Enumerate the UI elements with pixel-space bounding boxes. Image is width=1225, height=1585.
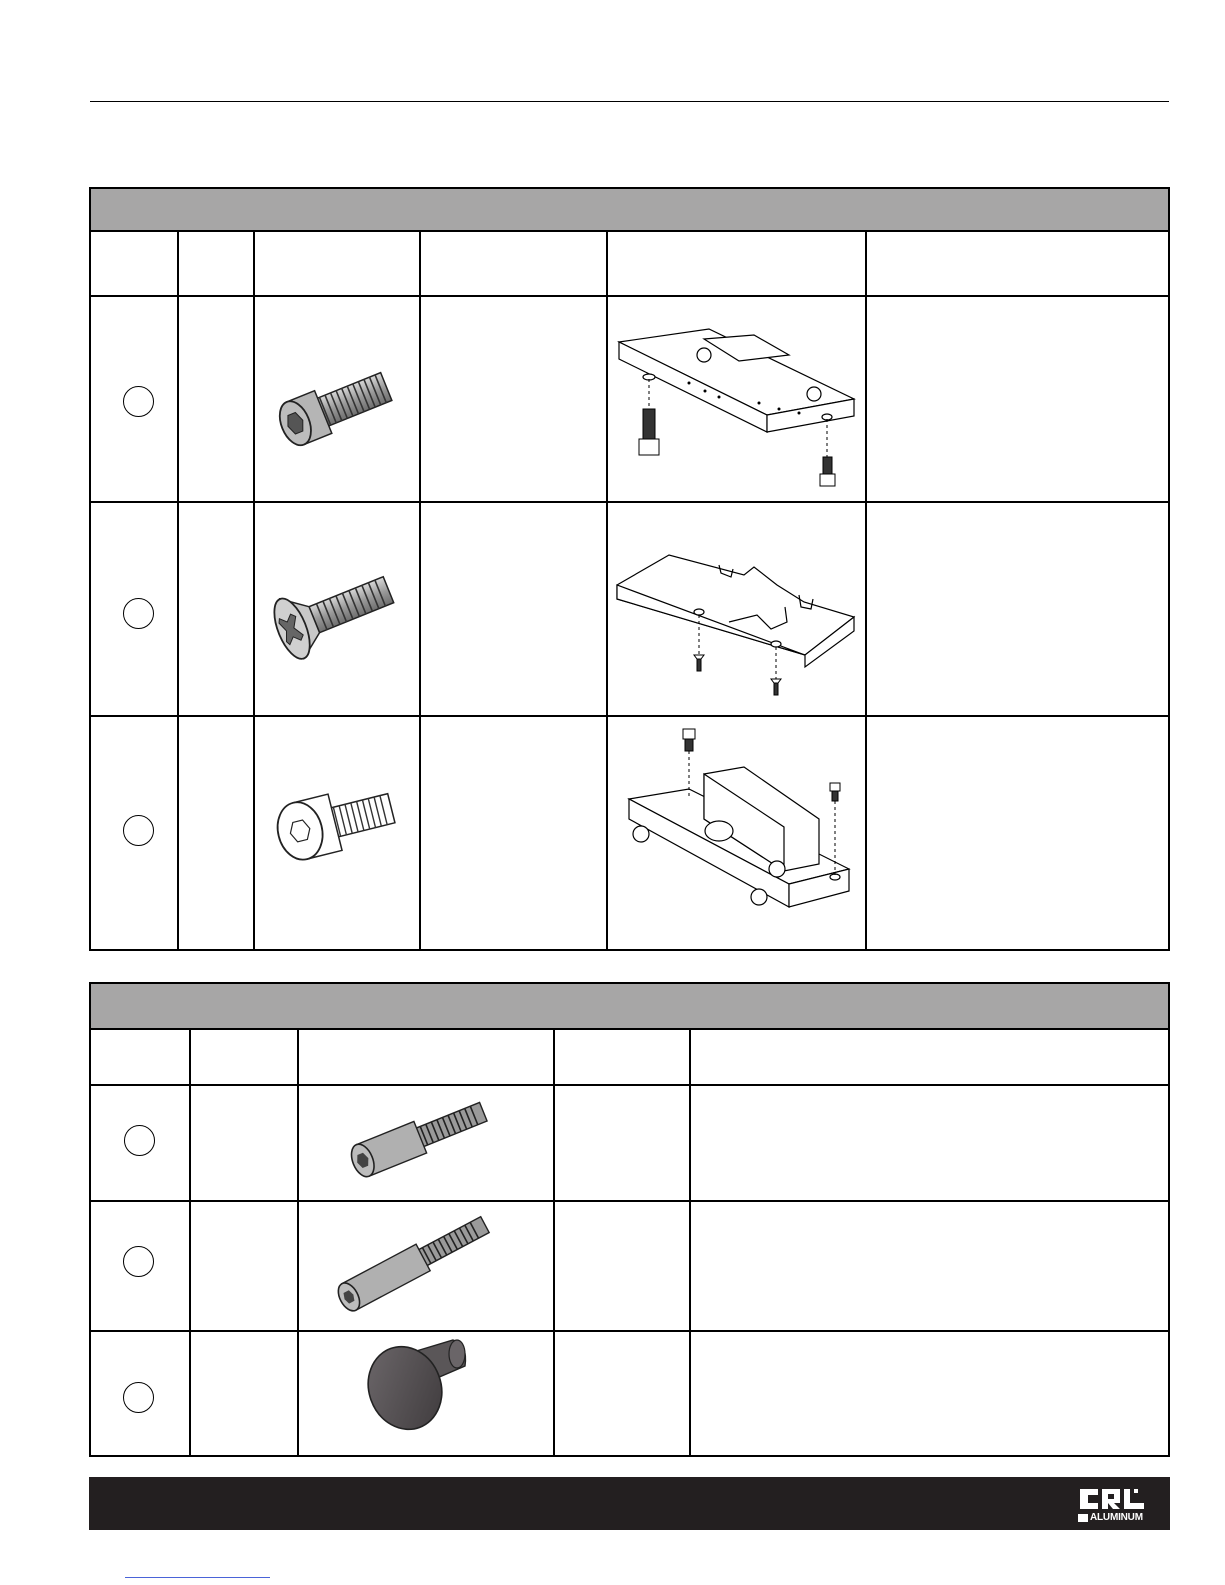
callout-circle (123, 1246, 154, 1277)
strike-body-screw-install-diagram (609, 317, 863, 493)
top-rule (90, 101, 1169, 102)
callout-circle (123, 815, 154, 846)
callout-circle (123, 1382, 154, 1413)
table-bottom-header-band (91, 984, 1168, 1030)
callout-circle (123, 598, 154, 629)
standoff-screw-long-icon (323, 1200, 503, 1328)
footer-band (89, 1477, 1170, 1530)
column-divider (689, 1028, 691, 1455)
strike-cover-plate-screw-install-diagram (609, 527, 863, 703)
callout-circle (124, 1125, 155, 1156)
column-divider (419, 230, 421, 949)
table-row (91, 1200, 1168, 1332)
column-divider (553, 1028, 555, 1455)
table-row (91, 1084, 1168, 1202)
strike-assembly-screw-install-diagram (609, 719, 863, 945)
table-row (91, 1330, 1168, 1455)
logo-wordmark: ALUMINUM (1090, 1512, 1143, 1523)
table-top-header-band (91, 189, 1168, 232)
column-divider (606, 230, 608, 949)
socket-head-cap-screw-icon (271, 767, 401, 877)
crl-logo (1078, 1485, 1150, 1523)
column-divider (177, 230, 179, 949)
column-divider (865, 230, 867, 949)
standoff-screw-short-icon (331, 1084, 501, 1196)
crl-logo-mark-icon (1078, 1485, 1150, 1511)
socket-head-cap-screw-icon (271, 359, 401, 459)
bumper-knob-icon (353, 1334, 473, 1444)
callout-circle (123, 386, 154, 417)
bottom-link-underline[interactable] (125, 1577, 270, 1578)
table-bottom-column-header-row (91, 1028, 1168, 1086)
hardware-table-top (89, 187, 1170, 951)
column-divider (189, 1028, 191, 1455)
column-divider (253, 230, 255, 949)
column-divider (297, 1028, 299, 1455)
flat-head-phillips-screw-icon (271, 557, 401, 667)
hardware-table-bottom (89, 982, 1170, 1457)
us-flag-icon (1078, 1514, 1088, 1522)
